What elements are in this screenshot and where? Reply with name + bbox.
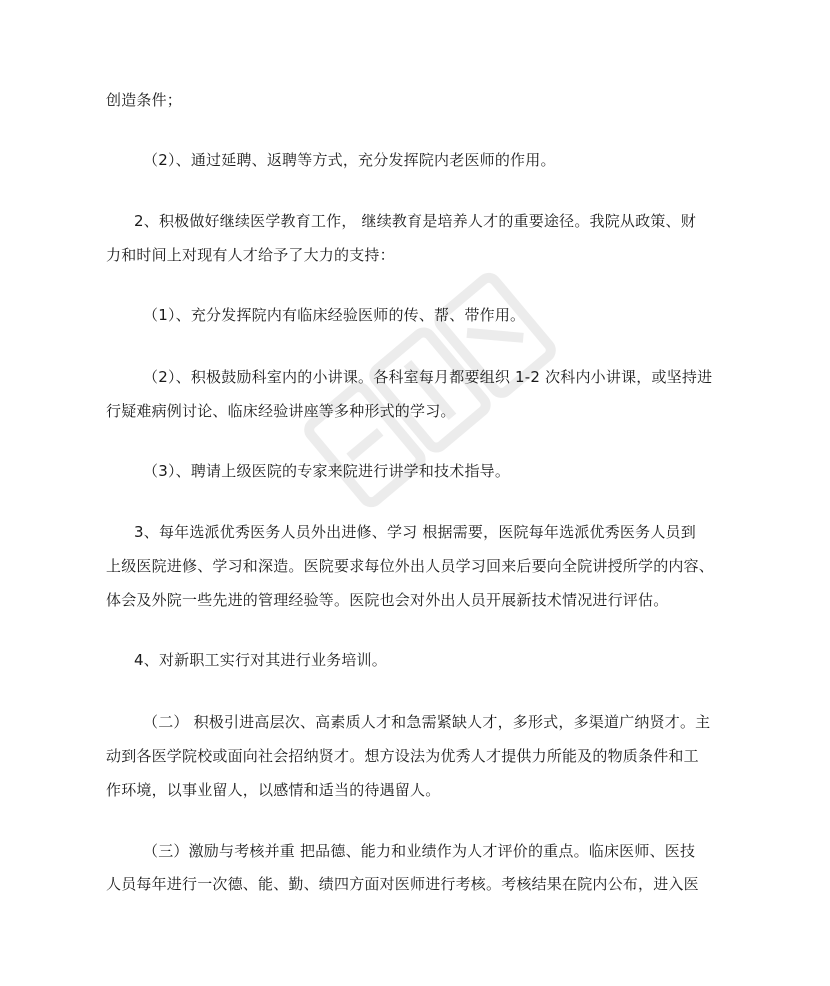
text-line-15: 作环境，以事业留人，以感情和适当的待遇留人。 <box>106 781 441 799</box>
text-line-14: 动到各医学院校或面向社会招纳贤才。想方设法为优秀人才提供力所能及的物质条件和工 <box>106 747 699 765</box>
text-line-10: 上级医院进修、学习和深造。医院要求每位外出人员学习回来后要向全院讲授所学的内容、 <box>106 557 715 575</box>
text-line-9: 3、每年选派优秀医务人员外出进修、学习 根据需要，医院每年选派优秀医务人员到 <box>134 523 696 541</box>
text-line-7: 行疑难病例讨论、临床经验讲座等多种形式的学习。 <box>106 402 456 420</box>
text-line-5: （1）、充分发挥院内有临床经验医师的传、帮、带作用。 <box>143 306 526 324</box>
text-line-12: 4、对新职工实行对其进行业务培训。 <box>134 651 387 669</box>
text-line-13: （二） 积极引进高层次、高素质人才和急需紧缺人才，多形式，多渠道广纳贤才。主 <box>143 713 711 731</box>
watermark-logo <box>279 245 581 535</box>
text-line-16: （三）激励与考核并重 把品德、能力和业绩作为人才评价的重点。临床医师、医技 <box>143 842 696 860</box>
text-line-3: 2、积极做好继续医学教育工作， 继续教育是培养人才的重要途径。我院从政策、财 <box>134 212 696 230</box>
text-line-6: （2）、积极鼓励科室内的小讲课。各科室每月都要组织 1-2 次科内小讲课，或坚持进 <box>143 368 713 386</box>
text-line-2: （2）、通过延聘、返聘等方式，充分发挥院内老医师的作用。 <box>143 151 556 169</box>
text-line-1: 创造条件； <box>106 91 183 109</box>
text-line-11: 体会及外院一些先进的管理经验等。医院也会对外出人员开展新技术情况进行评估。 <box>106 591 669 609</box>
text-line-17: 人员每年进行一次德、能、勤、绩四方面对医师进行考核。考核结果在院内公布，进入医 <box>106 875 699 893</box>
text-line-8: （3）、聘请上级医院的专家来院进行讲学和技术指导。 <box>143 462 511 480</box>
text-line-4: 力和时间上对现有人才给予了大力的支持： <box>106 246 395 264</box>
